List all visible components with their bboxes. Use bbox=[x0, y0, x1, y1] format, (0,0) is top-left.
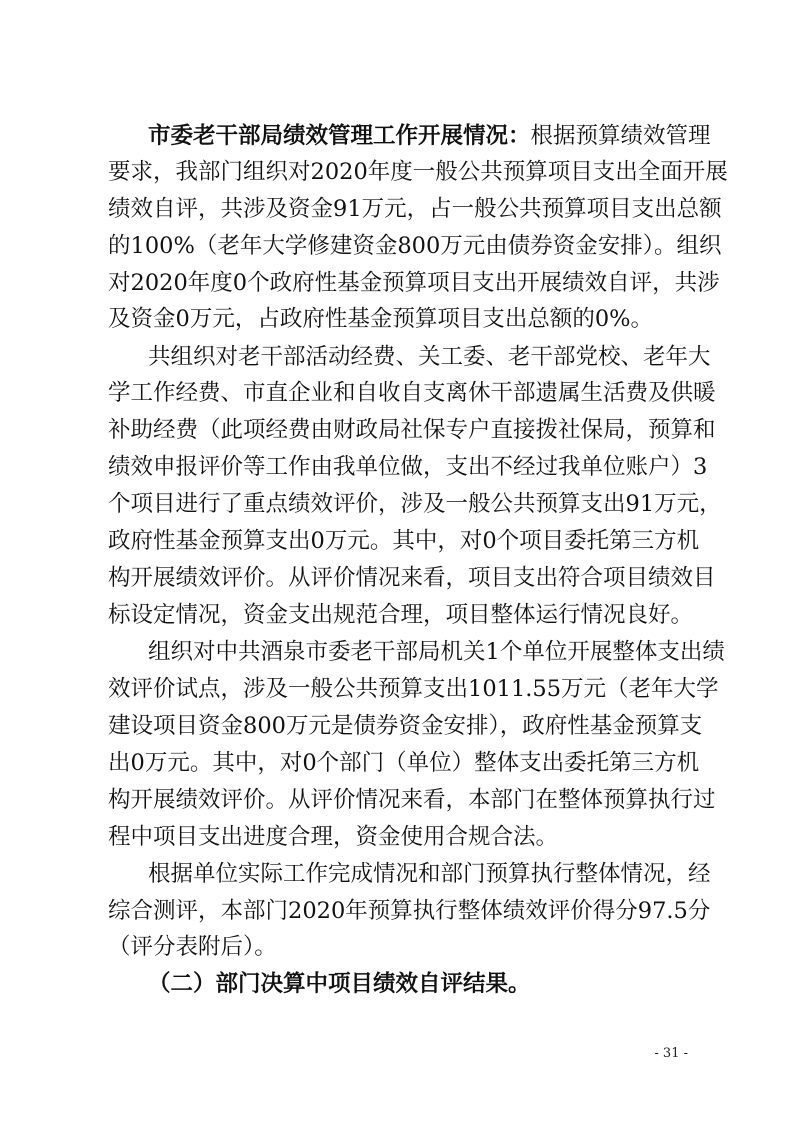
paragraph-4-line-1: 根据单位实际工作完成情况和部门预算执行整体情况，经 bbox=[148, 861, 711, 887]
section-heading: （二）部门决算中项目绩效自评结果。 bbox=[148, 971, 531, 997]
paragraph-2-line-2: 学工作经费、市直企业和自收自支离休干部遗属生活费及供暖 bbox=[108, 380, 716, 406]
paragraph-3-line-3: 建设项目资金800万元是债券资金安排），政府性基金预算支 bbox=[108, 713, 703, 739]
paragraph-2-line-5: 个项目进行了重点绩效评价，涉及一般公共预算支出91万元， bbox=[108, 491, 722, 517]
paragraph-1-line-5: 对2020年度0个政府性基金预算项目支出开展绩效自评，共涉 bbox=[108, 270, 720, 296]
paragraph-1-line-4: 的100%（老年大学修建资金800万元由债券资金安排）。组织 bbox=[108, 233, 722, 259]
paragraph-2-line-3: 补助经费（此项经费由财政局社保专户直接拨社保局，预算和 bbox=[108, 417, 716, 443]
page-number: - 31 - bbox=[654, 1046, 688, 1061]
paragraph-4-line-2: 综合测评，本部门2020年预算执行整体绩效评价得分97.5分 bbox=[108, 898, 711, 924]
paragraph-1-line-1 bbox=[148, 121, 711, 151]
paragraph-3-line-1: 组织对中共酒泉市委老干部局机关1个单位开展整体支出绩 bbox=[148, 639, 725, 665]
paragraph-2-line-4: 绩效申报评价等工作由我单位做，支出不经过我单位账户）3 bbox=[108, 454, 708, 480]
paragraph-1-line-6: 及资金0万元，占政府性基金预算项目支出总额的0%。 bbox=[108, 306, 654, 332]
paragraph-2-line-8: 标设定情况，资金支出规范合理，项目整体运行情况良好。 bbox=[108, 602, 694, 628]
paragraph-1-line-3: 绩效自评，共涉及资金91万元，占一般公共预算项目支出总额 bbox=[108, 196, 722, 222]
paragraph-2-line-7: 构开展绩效评价。从评价情况来看，项目支出符合项目绩效目 bbox=[108, 565, 716, 591]
paragraph-3-line-2: 效评价试点，涉及一般公共预算支出1011.55万元（老年大学 bbox=[108, 676, 719, 702]
paragraph-2-line-6: 政府性基金预算支出0万元。其中，对0个项目委托第三方机 bbox=[108, 528, 700, 554]
paragraph-3-line-5: 构开展绩效评价。从评价情况来看，本部门在整体预算执行过 bbox=[108, 787, 716, 813]
paragraph-3-line-4: 出0万元。其中，对0个部门（单位）整体支出委托第三方机 bbox=[108, 750, 700, 776]
paragraph-4-line-3: （评分表附后）。 bbox=[108, 934, 277, 960]
paragraph-1-line-1-text: 根据预算绩效管理 bbox=[530, 123, 711, 149]
paragraph-1-heading: 市委老干部局绩效管理工作开展情况： bbox=[148, 123, 531, 149]
paragraph-1-line-2: 要求，我部门组织对2020年度一般公共预算项目支出全面开展 bbox=[108, 159, 728, 185]
paragraph-3-line-6: 程中项目支出进度合理，资金使用合规合法。 bbox=[108, 824, 559, 850]
paragraph-2-line-1: 共组织对老干部活动经费、关工委、老干部党校、老年大 bbox=[148, 344, 711, 370]
